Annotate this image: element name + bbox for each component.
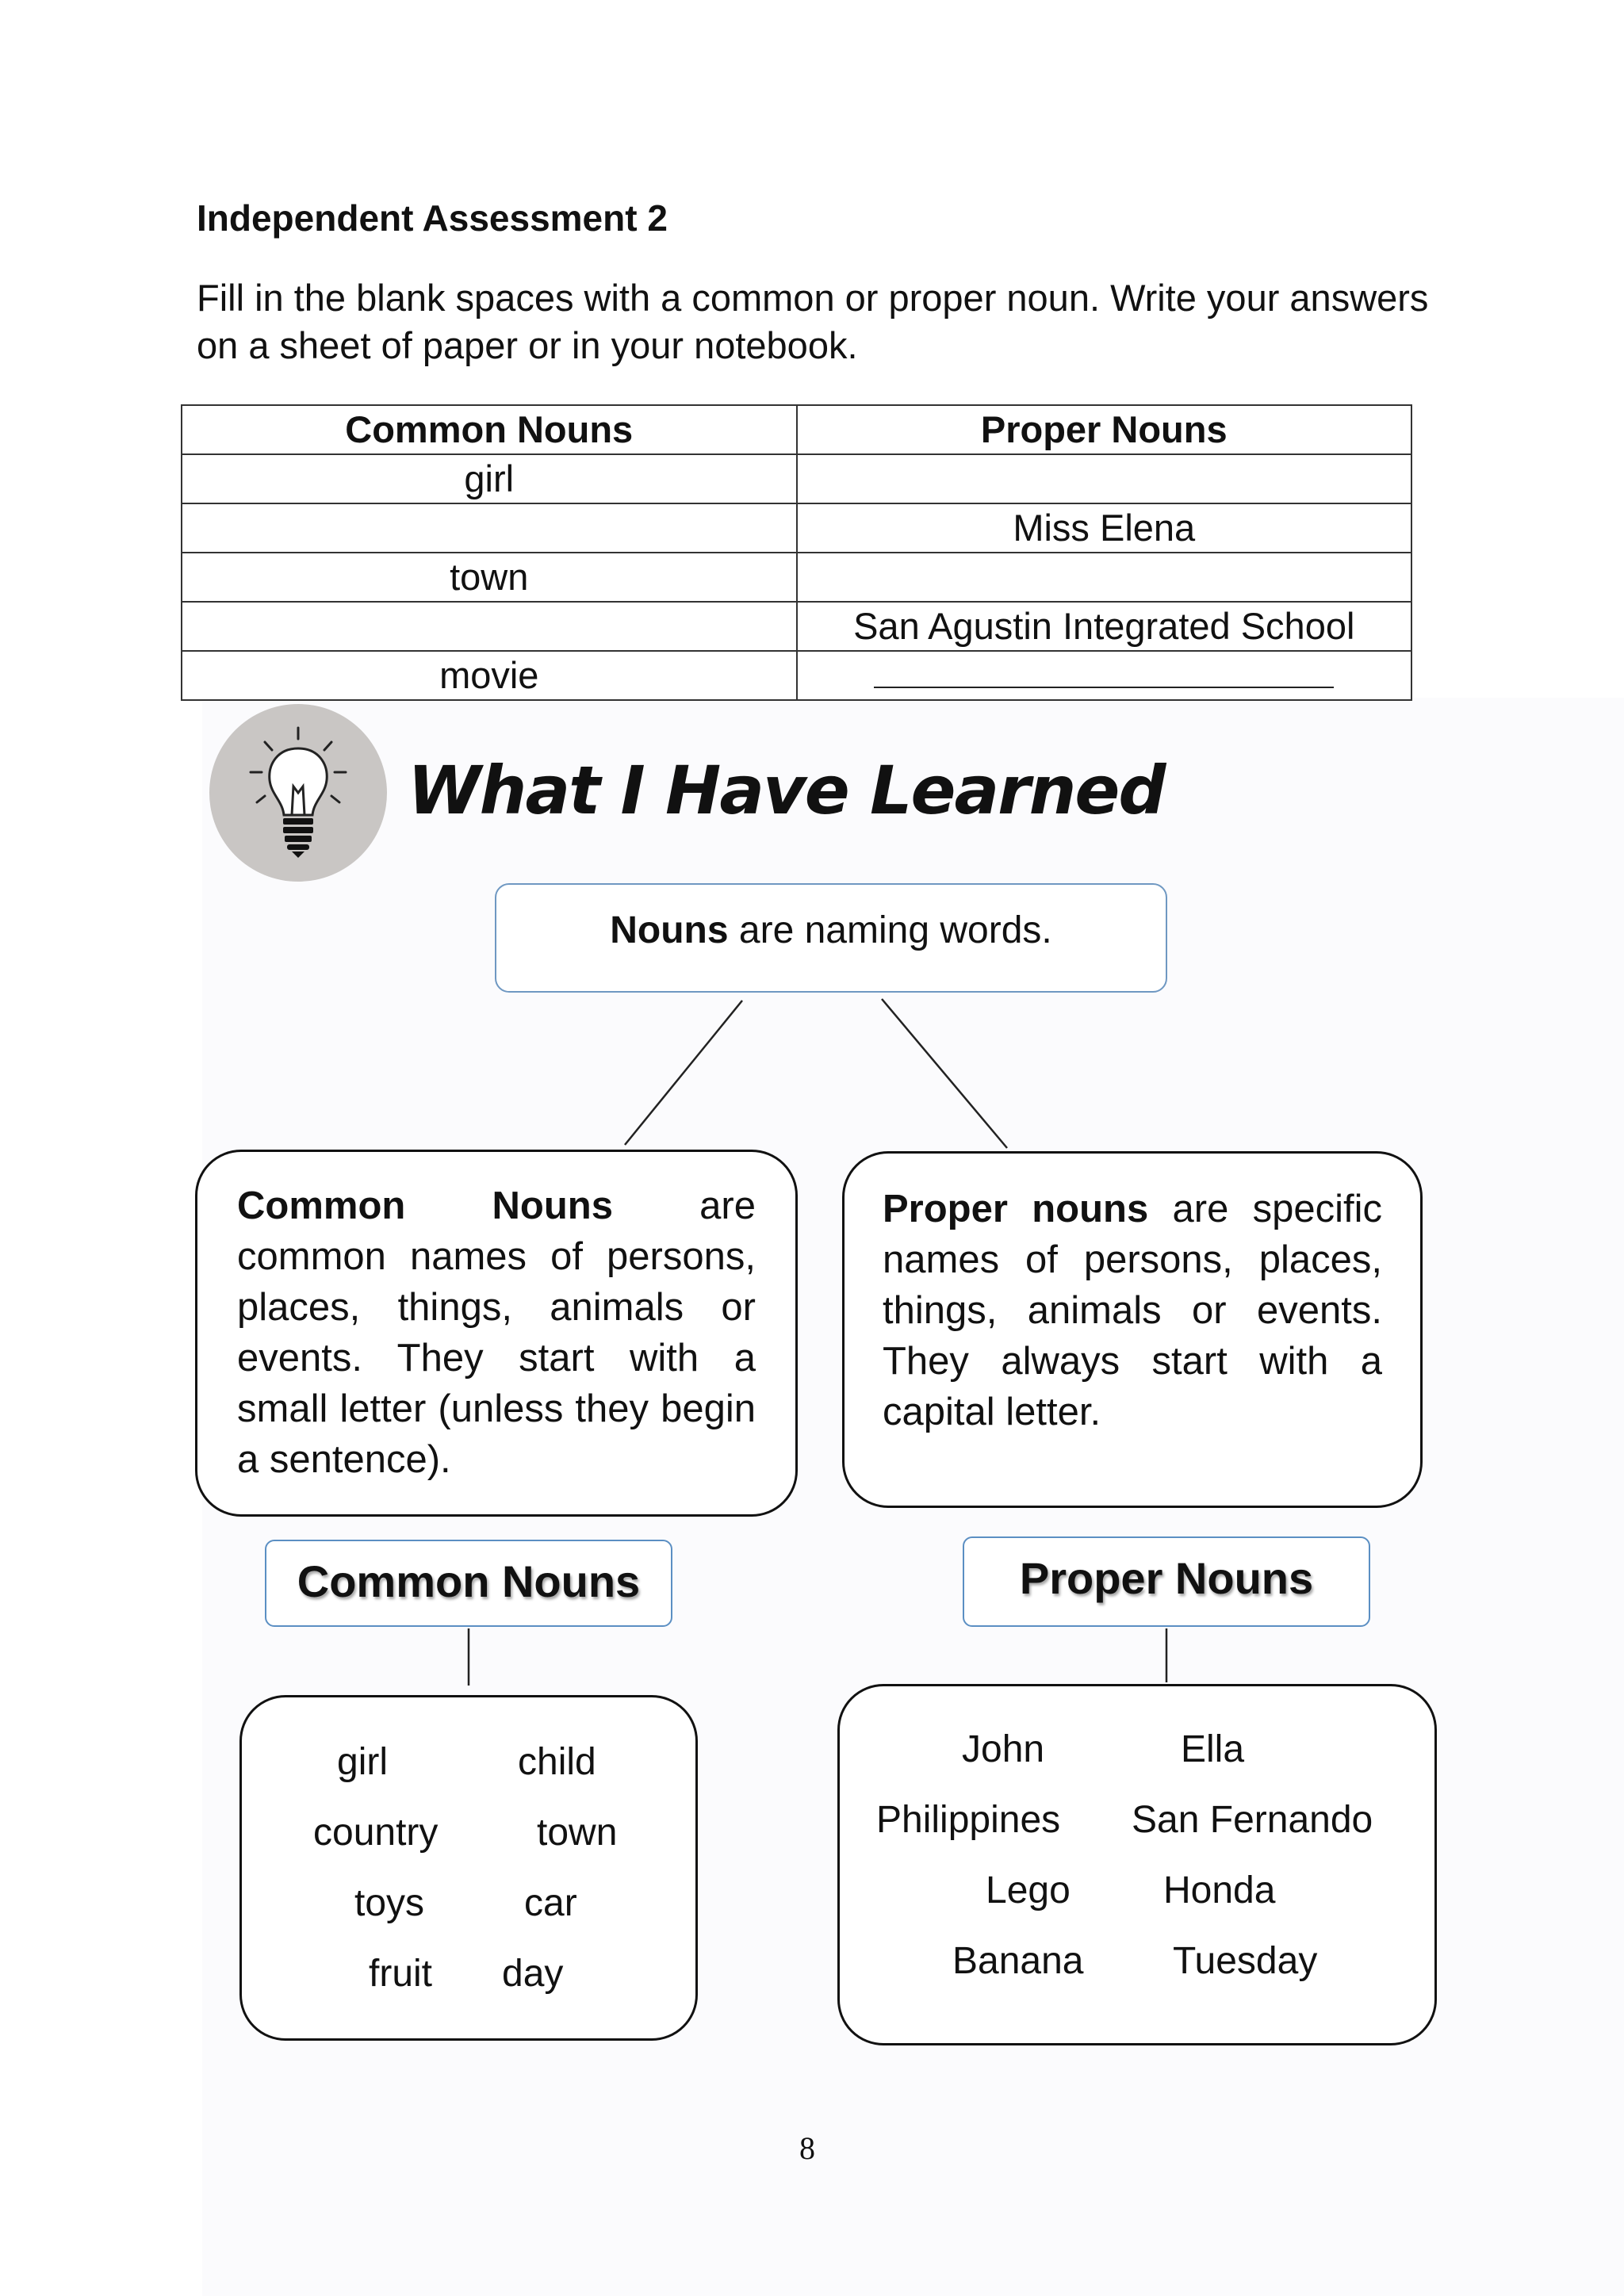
list-item: fruit xyxy=(369,1953,433,1995)
connector-line-proper xyxy=(882,999,1007,1148)
list-item: San Fernando xyxy=(1132,1799,1373,1841)
table-cell: town xyxy=(182,553,797,602)
connector-line-common xyxy=(625,1001,742,1145)
common-nouns-definition xyxy=(195,1150,798,1517)
common-nouns-term: Common Nouns xyxy=(237,1184,613,1227)
list-item: town xyxy=(537,1812,618,1854)
nouns-definition-text: are naming words. xyxy=(728,909,1052,951)
list-item: John xyxy=(962,1728,1045,1770)
instructions: Fill in the blank spaces with a common or proper noun. Write your answers on a sheet of paper or in your notebook. xyxy=(197,277,1429,366)
column-header-common: Common Nouns xyxy=(182,405,797,454)
list-item: Philippines xyxy=(876,1799,1061,1841)
proper-nouns-list xyxy=(837,1684,1437,2045)
common-nouns-label: Common Nouns xyxy=(265,1540,672,1627)
list-item: Tuesday xyxy=(1173,1940,1318,1982)
list-item: Honda xyxy=(1163,1869,1276,1911)
common-nouns-definition-text: are common names of persons, places, things, animals or events. They start with a small letter (unless they begin a sentence). xyxy=(237,1184,756,1481)
table-cell: Miss Elena xyxy=(797,503,1412,553)
proper-nouns-definition xyxy=(842,1151,1423,1508)
table-cell: San Agustin Integrated School xyxy=(797,602,1412,651)
table-cell: girl xyxy=(182,454,797,503)
proper-nouns-label: Proper Nouns xyxy=(963,1536,1370,1627)
list-item: Lego xyxy=(986,1869,1071,1911)
assessment-title: Independent Assessment 2 xyxy=(197,197,668,239)
nouns-definition-box xyxy=(495,883,1167,993)
list-item: child xyxy=(518,1741,596,1783)
list-item: day xyxy=(502,1953,564,1995)
table-cell: movie xyxy=(182,651,797,700)
list-item: Banana xyxy=(952,1940,1084,1982)
page-number: 8 xyxy=(799,2130,815,2166)
section-title: What I Have Learned xyxy=(408,752,1165,829)
common-nouns-list xyxy=(239,1695,698,2041)
proper-nouns-definition-text: are specific names of persons, places, things, animals or events. They always start with a capital letter. xyxy=(883,1188,1382,1433)
list-item: toys xyxy=(354,1882,425,1924)
nouns-term: Nouns xyxy=(610,909,729,951)
list-item: girl xyxy=(337,1741,389,1783)
list-item: car xyxy=(524,1882,577,1924)
list-item: Ella xyxy=(1181,1728,1245,1770)
list-item: country xyxy=(313,1812,439,1854)
proper-nouns-term: Proper nouns xyxy=(883,1188,1149,1230)
column-header-proper: Proper Nouns xyxy=(797,405,1412,454)
